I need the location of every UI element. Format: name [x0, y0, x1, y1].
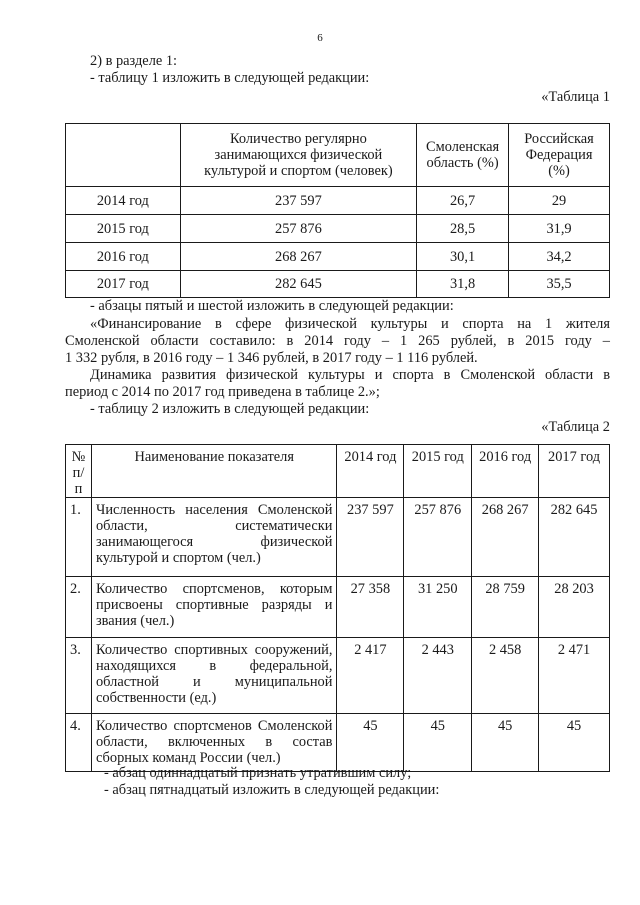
paragraph-repeal: - абзац одиннадцатый признать утратившим силу; [104, 765, 412, 781]
russia-pct-cell: 31,9 [509, 215, 610, 243]
table-row [66, 271, 610, 298]
table2-header-cell: 2017 год [539, 445, 610, 498]
indicator-name: Количество спортсменов Смоленской области, включенных в состав сборных команд России (чел.) [91, 714, 336, 772]
value-2017: 282 645 [539, 498, 610, 577]
table2-header-cell: № п/п [66, 445, 92, 498]
value-2014: 45 [337, 714, 404, 772]
indicator-name: Численность населения Смоленской области, систематически занимающегося физической культурой и спортом (чел.) [91, 498, 336, 577]
instruction-table2: - таблицу 2 изложить в следующей редакции: [90, 401, 370, 417]
table1-header-cell: Российская Федерация (%) [509, 124, 610, 187]
value-2015: 2 443 [404, 638, 472, 714]
table-row [66, 215, 610, 243]
row-number: 4. [66, 714, 92, 772]
value-2015: 31 250 [404, 577, 472, 638]
value-2017: 45 [539, 714, 610, 772]
value-2014: 2 417 [337, 638, 404, 714]
russia-pct-cell: 29 [509, 187, 610, 215]
table2-caption: «Таблица 2 [541, 419, 610, 435]
year-cell: 2016 год [66, 243, 181, 271]
smolensk-pct-cell: 31,8 [417, 271, 509, 298]
value-2016: 2 458 [472, 638, 539, 714]
indicator-name: Количество спортивных сооружений, находящихся в федеральной, областной и муниципальной собственности (ед.) [91, 638, 336, 714]
table2-header-cell: 2016 год [472, 445, 539, 498]
count-cell: 237 597 [180, 187, 416, 215]
row-number: 2. [66, 577, 92, 638]
table1-caption: «Таблица 1 [541, 89, 610, 105]
table1-header-cell [66, 124, 181, 187]
value-2014: 27 358 [337, 577, 404, 638]
year-cell: 2014 год [66, 187, 181, 215]
value-2016: 268 267 [472, 498, 539, 577]
table2-header-cell: 2015 год [404, 445, 472, 498]
value-2017: 2 471 [539, 638, 610, 714]
value-2015: 257 876 [404, 498, 472, 577]
value-2014: 237 597 [337, 498, 404, 577]
smolensk-pct-cell: 30,1 [417, 243, 509, 271]
paragraph-amend: - абзац пятнадцатый изложить в следующей редакции: [104, 782, 440, 798]
paragraph-instruction: - абзацы пятый и шестой изложить в следующей редакции: [90, 298, 454, 314]
table-row [66, 638, 610, 714]
paragraph-line: 1 332 рубля, в 2016 году – 1 346 рублей, в 2017 году – 1 116 рублей. [65, 350, 478, 366]
row-number: 3. [66, 638, 92, 714]
table-row [66, 187, 610, 215]
count-cell: 268 267 [180, 243, 416, 271]
table2-header-row [66, 445, 610, 498]
russia-pct-cell: 34,2 [509, 243, 610, 271]
section-heading: 2) в разделе 1: [90, 53, 178, 69]
paragraph-line: Смоленской области составило: в 2014 году – 1 265 рублей, в 2015 году – [65, 333, 610, 349]
table-row [66, 498, 610, 577]
row-number: 1. [66, 498, 92, 577]
count-cell: 282 645 [180, 271, 416, 298]
table-1 [65, 123, 610, 298]
paragraph-financing [65, 316, 610, 401]
smolensk-pct-cell: 26,7 [417, 187, 509, 215]
value-2016: 45 [472, 714, 539, 772]
paragraph-line: Динамика развития физической культуры и спорта в Смоленской области в [90, 367, 610, 383]
value-2017: 28 203 [539, 577, 610, 638]
russia-pct-cell: 35,5 [509, 271, 610, 298]
table-row [66, 243, 610, 271]
value-2016: 28 759 [472, 577, 539, 638]
table2-header-cell: Наименование показателя [91, 445, 336, 498]
table-row [66, 577, 610, 638]
year-cell: 2017 год [66, 271, 181, 298]
page-number: 6 [317, 32, 323, 44]
instruction-table1: - таблицу 1 изложить в следующей редакции: [90, 70, 370, 86]
count-cell: 257 876 [180, 215, 416, 243]
table1-header-row [66, 124, 610, 187]
value-2015: 45 [404, 714, 472, 772]
table-2 [65, 444, 610, 772]
indicator-name: Количество спортсменов, которым присвоены спортивные разряды и звания (чел.) [91, 577, 336, 638]
table1-header-cell: Смоленская область (%) [417, 124, 509, 187]
year-cell: 2015 год [66, 215, 181, 243]
paragraph-line: период с 2014 по 2017 год приведена в таблице 2.»; [65, 384, 380, 400]
table2-header-cell: 2014 год [337, 445, 404, 498]
paragraph-line: «Финансирование в сфере физической культуры и спорта на 1 жителя [90, 316, 610, 332]
smolensk-pct-cell: 28,5 [417, 215, 509, 243]
table-row [66, 714, 610, 772]
table1-header-cell: Количество регулярно занимающихся физической культурой и спортом (человек) [180, 124, 416, 187]
